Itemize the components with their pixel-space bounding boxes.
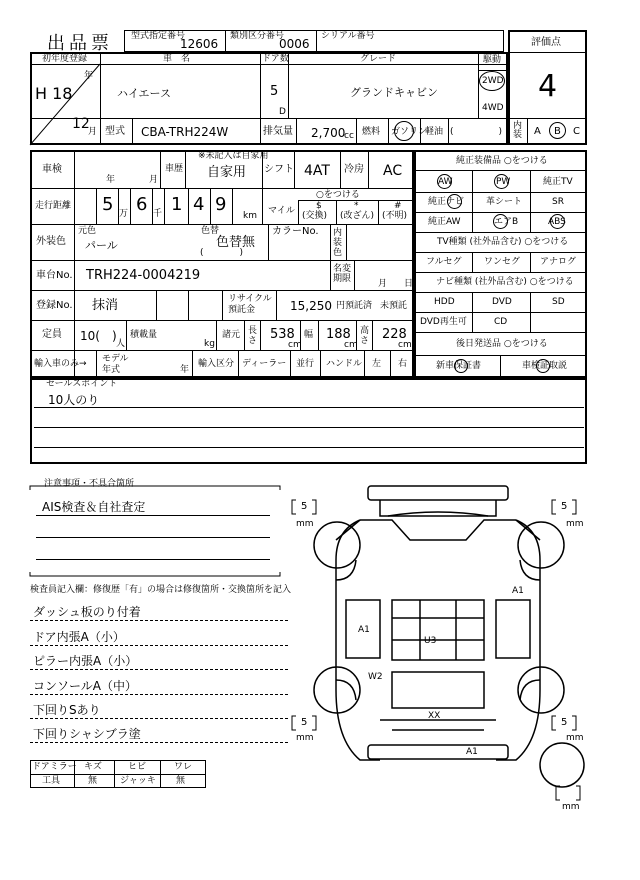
tools-header-4: ワレ (174, 762, 193, 772)
notes-label: 注意事項・不具合箇所 (44, 479, 135, 489)
height-unit: cm (398, 340, 412, 350)
navi-cd: CD (494, 317, 508, 327)
width-unit: cm (344, 340, 358, 350)
mileage-digit-3: 1 (171, 194, 183, 215)
drive-2wd: 2WD (482, 76, 504, 86)
recycle-unit: 円預託済 (336, 301, 373, 311)
tire-rl-value: 5 (301, 717, 308, 728)
equip-leather: 革シート (486, 197, 523, 207)
tv-analog: アナログ (540, 257, 577, 267)
height-label: 高さ (360, 326, 370, 346)
dealer-label: ディーラー (242, 359, 287, 369)
model-year-unit: 年 (180, 365, 190, 375)
tire-rl-unit: mm (296, 733, 314, 743)
load-label: 積載量 (130, 330, 158, 340)
equip-airbag: エアB (494, 217, 519, 227)
recycle-label: リサイクル預託金 (228, 294, 272, 315)
chassis-value: TRH224-0004219 (86, 268, 201, 283)
fuel-diesel: 軽油 (425, 127, 444, 137)
equipment-header: 純正装備品 ○をつける (456, 156, 548, 166)
handle-label: ハンドル (326, 359, 363, 369)
registration-value: 抹消 (92, 298, 119, 313)
handle-right: 右 (398, 359, 408, 369)
model-year-label: モデル年式 (102, 354, 129, 375)
interior-label: 内装 (513, 121, 523, 140)
chassis-label: 車台No. (36, 270, 73, 281)
car-name-label: 車 名 (163, 54, 191, 64)
height-value: 228 (382, 327, 407, 342)
interior-color-label: 内装色 (333, 228, 343, 258)
shift-value: 4AT (304, 163, 330, 179)
note-item-4: コンソールA（中） (33, 679, 137, 693)
cooler-label: 冷房 (344, 164, 364, 175)
capacity-unit: 人 (116, 339, 126, 349)
navi-dvd-play: DVD再生可 (420, 317, 467, 327)
equip-genuine-aw: 純正AW (428, 217, 461, 227)
color-original-value: パール (85, 239, 118, 252)
usage-note: ※未記入は自家用 (198, 151, 269, 161)
grade-label: グレード (360, 54, 397, 64)
mileage-tamper: (改ざん) (340, 211, 375, 221)
tv-full: フルセグ (426, 257, 462, 267)
mark-a1-rear: A1 (466, 747, 478, 757)
type-cert-label: 型式指定番号 (131, 31, 186, 41)
note-item-6: 下回りシャシブラ塗 (33, 727, 141, 741)
docs-manual: 車検証取説 (522, 361, 568, 371)
doors-value: 5 (270, 84, 279, 99)
inspector-note: 検査員記入欄：修復歴「有」の場合は修復箇所・交換箇所を記入 (30, 585, 292, 595)
mileage-man: 万 (119, 209, 129, 219)
color-change-label: 色替 (201, 226, 220, 236)
import-category-label: 輸入区分 (198, 359, 235, 369)
sales-point-text: 10人のり (48, 393, 100, 407)
capacity-value: 10( ) (80, 329, 117, 343)
navi-hdd: HDD (434, 297, 455, 307)
model-label: 型式 (105, 126, 125, 137)
category-value: 0006 (279, 37, 310, 51)
spare-tire-unit: mm (562, 802, 580, 812)
mark-a1-left: A1 (358, 625, 370, 635)
mileage-digit-1: 5 (102, 194, 114, 215)
first-reg-label: 初年度登録 (42, 54, 88, 64)
type-cert-value: 12606 (180, 37, 219, 51)
year-unit: 年 (84, 71, 94, 81)
drive-label: 駆動 (483, 55, 502, 65)
shaken-year: 年 (106, 175, 116, 185)
mileage-digit-2: 6 (136, 194, 148, 215)
recycle-value: 15,250 (290, 299, 332, 313)
tools-label-1: 工具 (42, 776, 61, 786)
length-value: 538 (270, 327, 295, 342)
tools-header-3: ヒビ (128, 762, 147, 772)
mileage-exchange-sym: $ (316, 201, 322, 211)
mark-u3: U3 (424, 636, 437, 646)
width-value: 188 (326, 327, 351, 342)
usage-value: 自家用 (207, 165, 247, 180)
displacement-unit: cc (344, 131, 354, 141)
mileage-digit-5: 9 (215, 194, 227, 215)
navi-header: ナビ種類 (社外品含む) ○をつける (436, 277, 574, 287)
registration-label: 登録No. (36, 300, 73, 311)
mark-a1-right: A1 (512, 586, 524, 596)
cooler-value: AC (383, 163, 403, 179)
load-unit: kg (204, 339, 215, 349)
tools-header-2: キズ (84, 762, 102, 772)
doors-label: ドア数 (262, 54, 289, 64)
mark-w2: W2 (368, 672, 383, 682)
grade-value: グランドキャビン (350, 86, 438, 99)
mileage-digit-4: 4 (193, 194, 205, 215)
tv-one: ワンセグ (484, 257, 521, 267)
navi-dvd: DVD (492, 297, 512, 307)
shift-label: シフト (264, 164, 294, 175)
interior-b: B (554, 126, 561, 137)
parallel-label: 並行 (296, 359, 315, 369)
tire-fl-value: 5 (301, 501, 308, 512)
shaken-month: 月 (149, 175, 159, 185)
doors-d: D (279, 107, 286, 117)
mark-xx: XX (428, 711, 441, 721)
mileage-sen: 千 (153, 209, 163, 219)
length-unit: cm (288, 340, 302, 350)
color-change-value: 色替無 (216, 235, 256, 250)
navi-sd: SD (552, 297, 565, 307)
car-name-value: ハイエース (117, 87, 172, 100)
import-label: 輸入車のみ→ (34, 359, 87, 369)
tire-rr-unit: mm (566, 733, 584, 743)
usage-label: 車歴 (165, 164, 184, 174)
shaken-label: 車検 (42, 164, 62, 175)
handle-left: 左 (372, 359, 382, 369)
tv-header: TV種類 (社外品含む) ○をつける (437, 237, 569, 247)
equip-pw: PW (496, 177, 511, 187)
mileage-exchange: (交換) (302, 211, 328, 221)
category-label: 類別区分番号 (230, 31, 285, 41)
interior-a: A (534, 126, 541, 137)
tire-fl-unit: mm (296, 519, 314, 529)
mileage-options-header: ○をつける (316, 190, 360, 200)
mileage-unit: km (243, 211, 257, 221)
note-item-1: ダッシュ板のり付着 (33, 605, 141, 619)
mileage-label: 走行距離 (35, 201, 72, 211)
name-change-day: 日 (404, 279, 414, 289)
docs-header: 後日発送品 ○をつける (456, 339, 548, 349)
tire-fr-value: 5 (561, 501, 568, 512)
mileage-unknown: (不明) (382, 211, 408, 221)
displacement-value: 2,700 (311, 126, 346, 140)
month-unit: 月 (88, 127, 98, 137)
fuel-paren: ( ) (450, 127, 503, 137)
tools-label-3: ジャッキ (120, 776, 156, 786)
page-title: 出品票 (47, 33, 113, 54)
length-label: 長さ (248, 326, 258, 346)
interior-c: C (573, 126, 580, 137)
note-item-2: ドア内張A（小） (33, 630, 125, 644)
model-value: CBA-TRH224W (141, 125, 229, 139)
note-item-5: 下回りSあり (33, 703, 101, 717)
tire-rr-value: 5 (561, 717, 568, 728)
fuel-gas: ガソリン (391, 127, 428, 137)
dimension-label: 諸元 (222, 330, 241, 340)
color-label: 外装色 (36, 236, 66, 247)
tire-fr-unit: mm (566, 519, 584, 529)
tools-label-4: 無 (176, 776, 186, 786)
sales-point-label: セールスポイント (46, 379, 118, 389)
era-value: H 18 (35, 84, 73, 103)
drive-4wd: 4WD (482, 103, 504, 113)
name-change-month: 月 (378, 279, 388, 289)
color-number-label: カラーNo. (272, 226, 319, 237)
color-paren: ( ) (200, 248, 244, 258)
fuel-label: 燃料 (362, 127, 381, 137)
month-value: 12 (72, 116, 90, 132)
equip-navi: 純正ナビ (428, 197, 465, 207)
notes-text: AIS検査＆自社査定 (42, 500, 146, 514)
score-label: 評価点 (531, 37, 561, 48)
equip-tv: 純正TV (543, 177, 573, 187)
tools-label-2: 無 (88, 776, 98, 786)
tools-header-1: ドアミラー (32, 762, 77, 772)
recycle-status: 未預託 (380, 301, 408, 311)
equip-sr: SR (552, 197, 564, 207)
docs-warranty: 新車保証書 (436, 361, 482, 371)
capacity-label: 定員 (42, 329, 62, 340)
width-label: 幅 (304, 330, 314, 340)
mileage-mile: マイル (268, 206, 295, 216)
note-item-3: ピラー内張A（小） (33, 654, 138, 668)
displacement-label: 排気量 (263, 126, 293, 137)
mileage-unknown-sym: # (394, 201, 402, 211)
mileage-tamper-sym: * (354, 201, 359, 211)
color-original: 元色 (78, 226, 97, 236)
score-value: 4 (538, 69, 558, 104)
equip-aw: AW (438, 177, 453, 187)
equip-abs: ABS (548, 217, 566, 227)
name-change-label: 名変期限 (333, 264, 352, 284)
serial-label: シリアル番号 (321, 31, 375, 41)
